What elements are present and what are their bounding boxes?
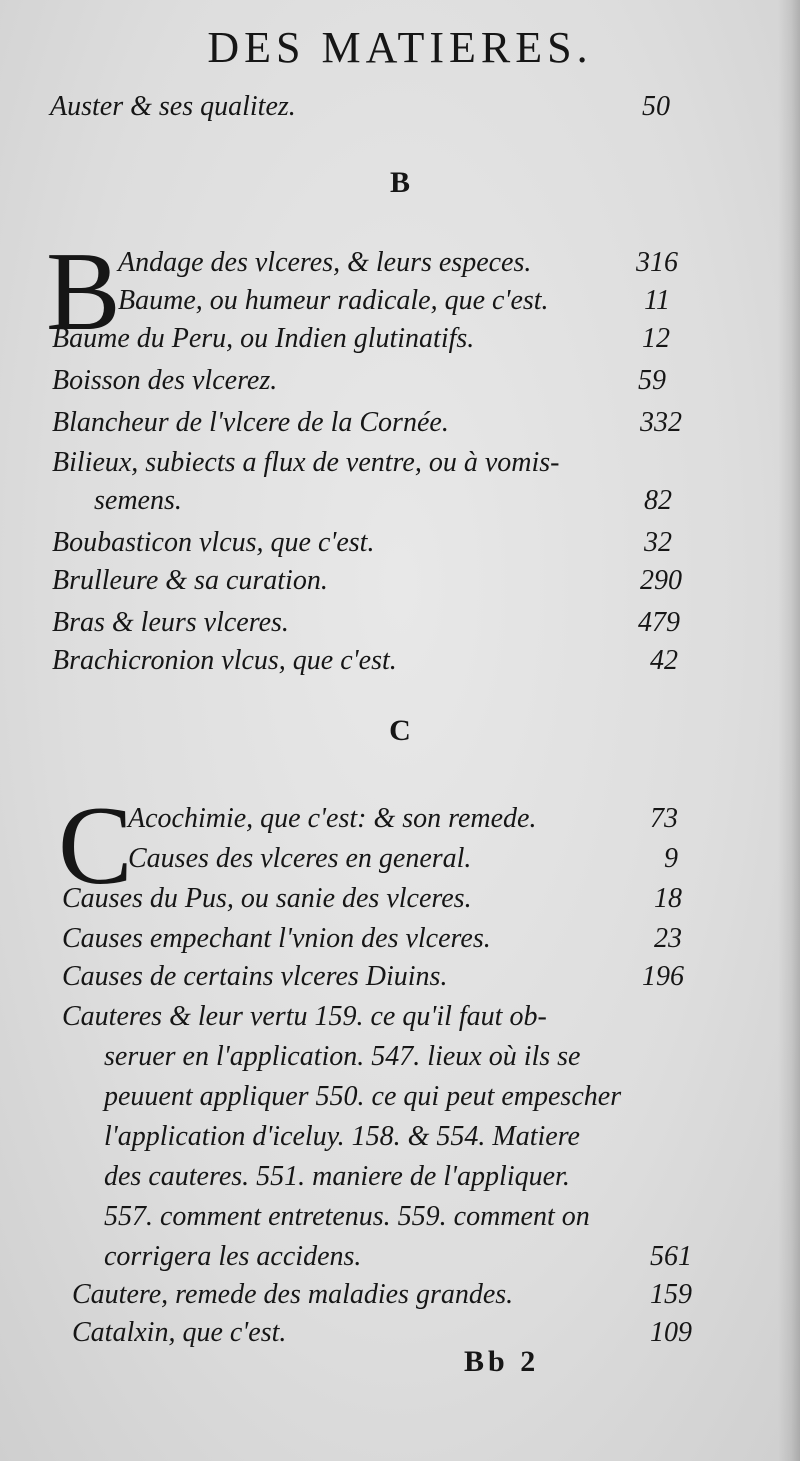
index-entry-page: 50	[642, 91, 670, 122]
index-entry-page: 18	[654, 883, 682, 914]
index-entry-page: 82	[644, 485, 672, 516]
index-entry-page: 316	[636, 247, 678, 278]
index-entry-text: Auster & ses qualitez.	[50, 91, 296, 122]
index-entry-text: des cauteres. 551. maniere de l'appliquer.	[104, 1161, 570, 1192]
index-entry-page: 32	[644, 527, 672, 558]
index-entry-text: Causes du Pus, ou sanie des vlceres.	[62, 883, 472, 914]
section-letter-b: B	[389, 166, 410, 199]
index-entry-page: 290	[640, 565, 682, 596]
index-entry-page: 109	[650, 1317, 692, 1348]
page-title: DES MATIERES.	[207, 23, 593, 72]
index-entry-text: peuuent appliquer 550. ce qui peut empescher	[104, 1081, 622, 1112]
index-entry-text: Bras & leurs vlceres.	[52, 607, 289, 638]
index-entry-text: Causes empechant l'vnion des vlceres.	[62, 923, 491, 954]
index-entry-text: Bilieux, subiects a flux de ventre, ou à vomis-	[52, 447, 560, 478]
index-entry-text: Acochimie, que c'est: & son remede.	[128, 803, 537, 834]
index-entry-text: Boubasticon vlcus, que c'est.	[52, 527, 375, 558]
index-entry-page: 561	[650, 1241, 692, 1272]
index-entry-page: 159	[650, 1279, 692, 1310]
index-entry-page: 9	[664, 843, 678, 874]
index-entry-text: Causes des vlceres en general.	[128, 843, 472, 874]
index-entry-text: 557. comment entretenus. 559. comment on	[104, 1201, 590, 1232]
index-entry-text: Boisson des vlcerez.	[52, 365, 278, 396]
index-entry-page: 59	[638, 365, 666, 396]
index-entry-text: l'application d'iceluy. 158. & 554. Matiere	[104, 1121, 580, 1152]
index-entry-page: 12	[642, 323, 670, 354]
index-entry-text: Blancheur de l'vlcere de la Cornée.	[52, 407, 449, 438]
index-entry-page: 11	[644, 285, 670, 316]
page-signature: Bb 2	[464, 1345, 540, 1378]
section-letter-c: C	[389, 714, 411, 747]
drop-cap-b: B	[46, 230, 121, 354]
index-entry-page: 196	[642, 961, 684, 992]
index-entry-page: 23	[654, 923, 682, 954]
index-entry-text: Cautere, remede des maladies grandes.	[72, 1279, 514, 1310]
index-entry-text: Baume du Peru, ou Indien glutinatifs.	[52, 323, 475, 354]
index-entry-text: Catalxin, que c'est.	[72, 1317, 287, 1348]
index-entry-page: 332	[640, 407, 682, 438]
index-entry-text: semens.	[94, 485, 182, 516]
index-entry-text: seruer en l'application. 547. lieux où ils se	[104, 1041, 581, 1072]
index-entry-page: 73	[650, 803, 678, 834]
index-entry-text: Baume, ou humeur radicale, que c'est.	[118, 285, 549, 316]
index-entry-text: Causes de certains vlceres Diuins.	[62, 961, 448, 992]
index-entry-page: 42	[650, 645, 678, 676]
index-entry-text: Brachicronion vlcus, que c'est.	[52, 645, 397, 676]
index-entry-text: Cauteres & leur vertu 159. ce qu'il faut ob-	[62, 1001, 547, 1032]
index-entry-text: Brulleure & sa curation.	[52, 565, 328, 596]
index-entry-page: 479	[638, 607, 680, 638]
index-entry-text: Andage des vlceres, & leurs especes.	[118, 247, 532, 278]
drop-cap-c: C	[58, 784, 133, 908]
index-entry-text: corrigera les accidens.	[104, 1241, 362, 1272]
